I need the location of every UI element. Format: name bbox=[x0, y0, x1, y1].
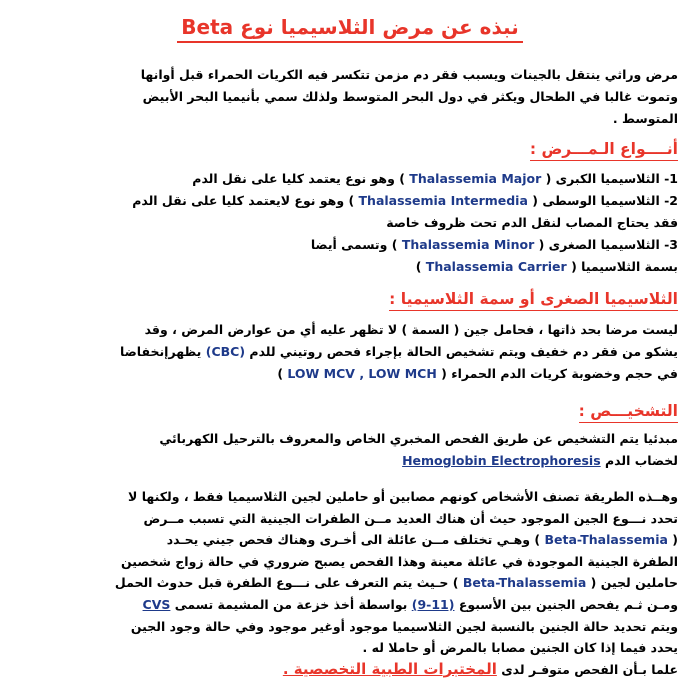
type-minor-line2-prefix: بسمة الثلاسيميا ( bbox=[571, 259, 678, 274]
method-line-3-prefix: ( bbox=[672, 532, 678, 548]
minor-section-heading: الثلاسيميا الصغرى أو سمة الثلاسيميا : bbox=[389, 288, 678, 311]
minor-line-3 bbox=[277, 366, 678, 381]
method-line-9-prefix: علما بـأن الفحص متوفـر لدى bbox=[501, 661, 678, 677]
minor-line-2 bbox=[120, 344, 678, 359]
types-list bbox=[16, 168, 678, 278]
method-paragraph bbox=[16, 486, 678, 680]
type-minor-line2-suffix: ) bbox=[415, 259, 422, 274]
method-line-9 bbox=[282, 659, 678, 678]
diagnosis-heading: التشخيـــص : bbox=[579, 400, 678, 423]
method-line-3 bbox=[167, 532, 678, 547]
intro-line-1: مرض وراثي ينتقل بالجينات ويسبب فقر دم مزمن تتكسر فيه الكريات الحمراء قبل أوانها bbox=[140, 67, 678, 82]
types-heading: أنــــواع الـمـــرض : bbox=[530, 138, 678, 161]
type-minor-term: Thalassemia Minor bbox=[401, 237, 535, 252]
type-major-suffix: ) وهو نوع يعتمد كليا على نقل الدم bbox=[192, 171, 405, 186]
type-intermedia-line2: فقد يحتاج المصاب لنقل الدم تحت ظروف خاصة bbox=[386, 215, 678, 230]
method-line-7: ويتم تحديد حالة الجنين بالنسبة لجين الثلاسيميا موجود أوغير موجود وفي حالة وجود الجين bbox=[130, 618, 678, 634]
lab-highlight: المختبرات الطبية التخصصية . bbox=[282, 659, 497, 678]
type-major bbox=[192, 171, 678, 186]
electrophoresis-term: Hemoglobin Electrophoresis bbox=[402, 453, 601, 468]
method-line-1: وهــذه الطريقة تصنف الأشخاص كونهم مصابين أو حاملين لجين الثلاسيميا فقط ، ولكنها لا bbox=[128, 489, 678, 504]
type-minor-prefix: 3- الثلاسيميا الصغرى ( bbox=[538, 237, 678, 252]
type-minor-line2 bbox=[416, 259, 678, 274]
method-line-4: الطفرة الجينية الموجودة في عائلة معينة وهذا الفحص يصبح ضروري في حالة زواج شخصين bbox=[120, 553, 678, 569]
minor-section-paragraph bbox=[16, 319, 678, 385]
mcv-mch-term: LOW MCV , LOW MCH bbox=[287, 366, 437, 381]
intro-paragraph bbox=[16, 64, 678, 130]
diagnosis-line-2-prefix: لخضاب الدم bbox=[605, 453, 678, 468]
cbc-term: (CBC) bbox=[205, 344, 246, 359]
type-major-prefix: 1- الثلاسيميا الكبرى ( bbox=[545, 171, 678, 186]
minor-line-2-prefix: يشكو من فقر دم خفيف ويتم تشخيص الحالة بإجراء فحص روتيني للدم bbox=[249, 344, 678, 359]
type-minor-carrier-term: Thalassemia Carrier bbox=[425, 259, 567, 274]
type-intermedia-prefix: 2- الثلاسيميا الوسطى ( bbox=[532, 193, 678, 208]
type-minor-suffix: ) وتسمى أيضا bbox=[310, 237, 398, 252]
cvs-term: CVS bbox=[142, 596, 171, 612]
method-line-2: تحدد نـــوع الجين الموجود حيث أن هناك العديد مــن الطفرات الجينية التي تسبب مــرض bbox=[143, 510, 678, 526]
page-title: نبذه عن مرض الثلاسيميا نوع Beta bbox=[177, 14, 522, 43]
type-intermedia-term: Thalassemia Intermedia bbox=[358, 193, 528, 208]
diagnosis-line-2 bbox=[402, 453, 678, 468]
minor-line-2-suffix: يظهرإنخفاضا bbox=[120, 344, 202, 359]
method-line-6-prefix: ومـن ثـم يفحص الجنين بين الأسبوع bbox=[458, 596, 678, 612]
method-line-3-suffix: ) وهـي تختلف مــن عائلة الى أخـرى وهناك فحص جيني يحـدد bbox=[166, 532, 541, 548]
minor-line-3-prefix: في حجم وخضوبة كريات الدم الحمراء ( bbox=[441, 366, 678, 381]
type-intermedia-suffix: ) وهو نوع لايعتمد كليا على نقل الدم bbox=[132, 193, 355, 208]
method-line-6 bbox=[143, 597, 678, 612]
diagnosis-line-1: مبدئيا يتم التشخيص عن طريق الفحص المخبري الخاص والمعروف بالترحيل الكهربائي bbox=[159, 431, 678, 446]
beta-thal-term-1: Beta-Thalassemia bbox=[544, 532, 668, 548]
method-line-5-prefix: حاملين لجين ( bbox=[590, 575, 678, 591]
weeks-range: (9-11) bbox=[411, 596, 455, 612]
minor-line-1: ليست مرضا بحد ذاتها ، فحامل جين ( السمة ) لا تظهر عليه أي من عوارض المرض ، وقد bbox=[144, 322, 678, 337]
method-line-5-suffix: ) حـيث يتم التعرف على نـــوع الطفرة قبل حدوث الحمل bbox=[114, 575, 459, 591]
method-line-5 bbox=[115, 575, 678, 590]
method-line-8: يحدد فيما إذا كان الجنين مصابا بالمرض أو حاملا له . bbox=[362, 640, 678, 656]
title-wrap bbox=[0, 14, 700, 43]
beta-thal-term-2: Beta-Thalassemia bbox=[462, 575, 587, 591]
diagnosis-paragraph bbox=[16, 428, 678, 472]
minor-line-3-suffix: ) bbox=[277, 366, 284, 381]
type-major-term: Thalassemia Major bbox=[409, 171, 542, 186]
intro-line-2: وتموت غالبا في الطحال ويكثر في دول البحر المتوسط ولذلك سمي بأنيميا البحر الأبيض bbox=[142, 89, 678, 104]
method-line-6-mid: بواسطة أخذ خزعة من المشيمة تسمى bbox=[174, 596, 408, 612]
type-minor bbox=[311, 237, 678, 252]
type-intermedia bbox=[132, 193, 678, 208]
intro-line-3: المتوسط . bbox=[612, 111, 678, 126]
